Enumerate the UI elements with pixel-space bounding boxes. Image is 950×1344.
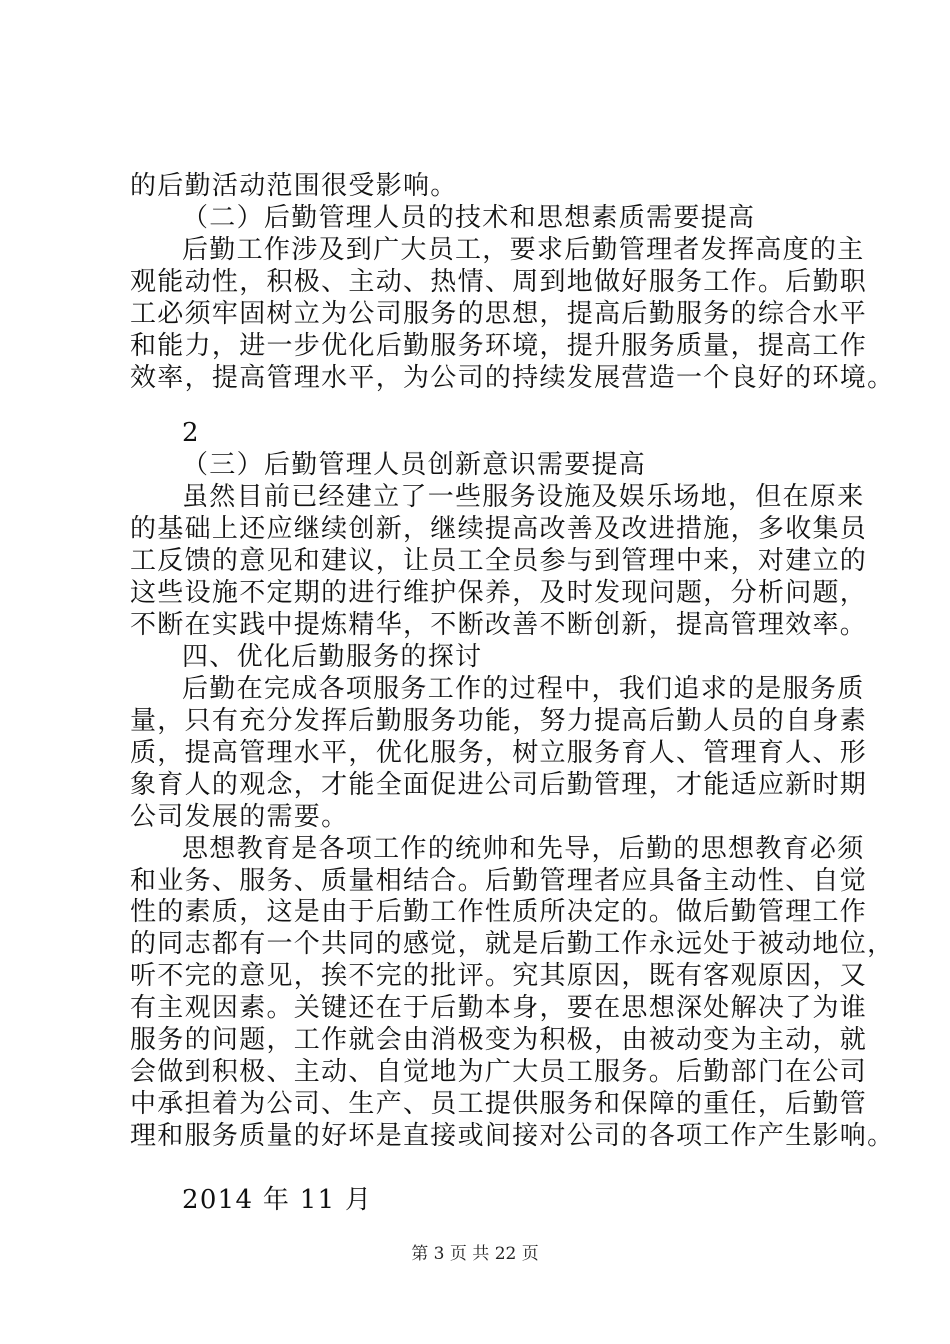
text-line: 和能力，进一步优化后勤服务环境，提升服务质量，提高工作 [130, 331, 868, 361]
text-line: 中承担着为公司、生产、员工提供服务和保障的重任，后勤管 [130, 1089, 868, 1119]
text-line: 公司发展的需要。 [130, 802, 349, 832]
text-line: 这些设施不定期的进行维护保养，及时发现问题，分析问题， [130, 578, 868, 608]
text-line: 的同志都有一个共同的感觉，就是后勤工作永远处于被动地位， [130, 929, 895, 959]
text-line: 听不完的意见，挨不完的批评。究其原因，既有客观原因，又 [130, 961, 868, 991]
text-line: 后勤在完成各项服务工作的过程中，我们追求的是服务质 [182, 674, 865, 704]
text-line: 会做到积极、主动、自觉地为广大员工服务。后勤部门在公司 [130, 1057, 868, 1087]
text-line: 和业务、服务、质量相结合。后勤管理者应具备主动性、自觉 [130, 866, 868, 896]
text-line: 质，提高管理水平，优化服务，树立服务育人、管理育人、形 [130, 738, 868, 768]
text-line: 虽然目前已经建立了一些服务设施及娱乐场地，但在原来 [182, 482, 865, 512]
text-line: 后勤工作涉及到广大员工，要求后勤管理者发挥高度的主 [182, 235, 865, 265]
section-heading: 四、优化后勤服务的探讨 [182, 642, 483, 672]
text-line: 性的素质，这是由于后勤工作性质所决定的。做后勤管理工作 [130, 897, 868, 927]
section-heading: （三）后勤管理人员创新意识需要提高 [182, 450, 647, 480]
date-line: 2014 年 11 月 [182, 1185, 373, 1215]
text-line: 思想教育是各项工作的统帅和先导，后勤的思想教育必须 [182, 834, 865, 864]
text-line: 量，只有充分发挥后勤服务功能，努力提高后勤人员的自身素 [130, 706, 868, 736]
page-footer: 第 3 页 共 22 页 [411, 1244, 539, 1264]
text-line: 理和服务质量的好坏是直接或间接对公司的各项工作产生影响。 [130, 1121, 895, 1151]
text-line: 工必须牢固树立为公司服务的思想，提高后勤服务的综合水平 [130, 299, 868, 329]
text-line: 的基础上还应继续创新，继续提高改善及改进措施，多收集员 [130, 514, 868, 544]
page-number-inline: 2 [182, 418, 200, 448]
text-line: 的后勤活动范围很受影响。 [130, 171, 458, 201]
text-line: 有主观因素。关键还在于后勤本身，要在思想深处解决了为谁 [130, 993, 868, 1023]
text-line: 工反馈的意见和建议，让员工全员参与到管理中来，对建立的 [130, 546, 868, 576]
text-line: 不断在实践中提炼精华，不断改善不断创新，提高管理效率。 [130, 610, 868, 640]
text-line: 观能动性，积极、主动、热情、周到地做好服务工作。后勤职 [130, 267, 868, 297]
text-line: 服务的问题，工作就会由消极变为积极，由被动变为主动，就 [130, 1025, 868, 1055]
text-line: 象育人的观念，才能全面促进公司后勤管理，才能适应新时期 [130, 770, 868, 800]
text-line: 效率，提高管理水平，为公司的持续发展营造一个良好的环境。 [130, 363, 895, 393]
section-heading: （二）后勤管理人员的技术和思想素质需要提高 [182, 203, 756, 233]
